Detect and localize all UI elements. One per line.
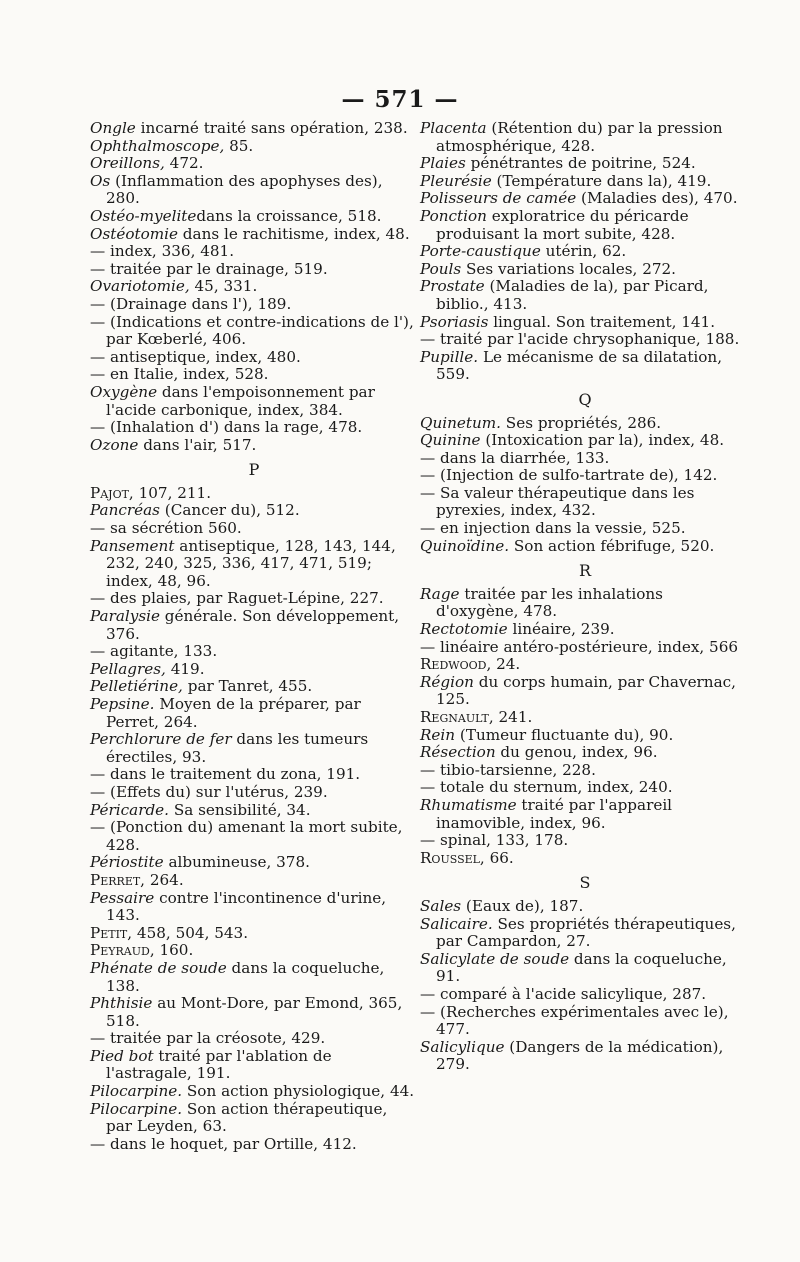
entry-text: — (Recherches expérimentales avec le), 477.: [420, 1002, 729, 1039]
index-entry: [90, 608, 418, 643]
entry-text: — antiseptique, index, 480.: [90, 347, 301, 366]
index-entry: [90, 784, 418, 802]
entry-term: Psoriasis: [420, 312, 489, 331]
index-entry: [90, 437, 418, 455]
entry-text: (Maladies de la), par Picard, biblio., 413.: [436, 277, 709, 313]
entry-text: — tibio-tarsienne, 228.: [420, 760, 596, 779]
section-letter: S: [579, 873, 591, 893]
entry-text: exploratrice du péricarde produisant la mort subite, 428.: [436, 206, 689, 243]
entry-text: pénétrantes de poitrine, 524.: [465, 154, 696, 173]
index-entry: [90, 208, 418, 226]
index-entry: [420, 331, 750, 349]
entry-term: Os: [90, 171, 111, 190]
index-entry: [420, 485, 750, 520]
index-entry: [420, 797, 750, 832]
index-entry: [420, 120, 750, 155]
entry-text: — traitée par la créosote, 429.: [90, 1029, 326, 1048]
entry-text: — en Italie, index, 528.: [90, 365, 269, 384]
index-entry: [420, 450, 750, 468]
entry-term: Pleurésie: [420, 171, 492, 190]
entry-text: — dans le traitement du zona, 191.: [90, 765, 361, 784]
entry-text: — agitante, 133.: [90, 642, 218, 661]
entry-term: Ophthalmoscope,: [90, 136, 225, 155]
entry-text: — traitée par le drainage, 519.: [90, 259, 328, 278]
index-entry: [90, 696, 418, 731]
entry-text: — traité par l'acide chrysophanique, 188.: [420, 330, 740, 349]
section-letter: P: [248, 460, 260, 480]
entry-text: — (Indications et contre-indications de l'), par Kœberlé, 406.: [90, 312, 414, 349]
index-entry: [420, 832, 750, 850]
index-entry: [420, 314, 750, 332]
entry-text: 264.: [145, 870, 184, 889]
entry-text: incarné traité sans opération, 238.: [135, 119, 408, 137]
index-entry: [420, 586, 750, 621]
entry-text: — (Ponction du) amenant la mort subite, 428.: [90, 818, 403, 854]
entry-term: Oxygène: [90, 382, 158, 401]
index-entry: [90, 1101, 418, 1136]
index-entry: [90, 314, 418, 349]
index-entry: [90, 643, 418, 661]
index-entry: [90, 960, 418, 995]
entry-text: 107, 211.: [133, 483, 212, 502]
entry-text: — index, 336, 481.: [90, 242, 235, 261]
index-entry: [90, 802, 418, 820]
entry-term: Salicylique: [420, 1037, 505, 1056]
index-entry: [90, 731, 418, 766]
entry-term: Quinoïdine.: [420, 536, 510, 555]
entry-text: traitée par les inhalations d'oxygène, 478.: [436, 584, 663, 621]
index-entry: [420, 278, 750, 313]
entry-text: lingual. Son traitement, 141.: [488, 312, 716, 331]
entry-text: traité par l'ablation de l'astragale, 191.: [106, 1046, 332, 1083]
entry-term: Plaies: [420, 154, 466, 173]
index-entry: [420, 467, 750, 485]
entry-text: — dans la diarrhée, 133.: [420, 448, 610, 467]
entry-text: (Dangers de la médication), 279.: [436, 1037, 724, 1074]
index-entry: [420, 432, 750, 450]
index-entry: [90, 155, 418, 173]
index-column-right: [420, 120, 750, 1074]
index-entry: [90, 173, 418, 208]
entry-text: — dans le hoquet, par Ortille, 412.: [90, 1134, 357, 1153]
entry-text: du corps humain, par Chavernac, 125.: [436, 672, 736, 709]
entry-term: Ponction: [420, 206, 487, 225]
entry-term: Paralysie: [90, 607, 160, 626]
entry-term: Ostéotomie: [90, 224, 178, 243]
entry-text: — Sa valeur thérapeutique dans les pyrexies, index, 432.: [420, 483, 695, 520]
index-entry: [90, 419, 418, 437]
index-entry: [420, 155, 750, 173]
index-entry: [90, 296, 418, 314]
entry-text: dans le rachitisme, index, 48.: [177, 224, 410, 243]
entry-author: Regnault,: [420, 708, 494, 726]
entry-term: Pupille.: [420, 347, 479, 366]
entry-term: Résection: [420, 743, 496, 762]
entry-text: — comparé à l'acide salicylique, 287.: [420, 984, 707, 1003]
index-entry: [420, 190, 750, 208]
entry-term: Périostite: [90, 853, 164, 872]
index-entry: [90, 854, 418, 872]
index-entry: [420, 520, 750, 538]
entry-text: (Cancer du), 512.: [159, 501, 300, 520]
entry-text: — (Effets du) sur l'utérus, 239.: [90, 782, 328, 801]
entry-text: linéaire, 239.: [507, 620, 615, 639]
index-entry: [420, 349, 750, 384]
index-entry: [90, 384, 418, 419]
entry-text: 241.: [493, 708, 533, 726]
entry-term: Perchlorure de fer: [90, 730, 232, 749]
entry-author: Redwood,: [420, 655, 492, 674]
index-entry: [420, 208, 750, 243]
entry-text: Son action thérapeutique, par Leyden, 63.: [106, 1099, 388, 1136]
entry-text: — (Drainage dans l'), 189.: [90, 294, 292, 313]
section-letter: R: [578, 561, 592, 581]
entry-text: Moyen de la préparer, par Perret, 264.: [106, 695, 361, 731]
entry-text: Sa sensibilité, 34.: [169, 800, 311, 819]
entry-term: Péricarde.: [90, 800, 169, 819]
entry-text: (Température dans la), 419.: [491, 171, 712, 190]
entry-term: Région: [420, 672, 474, 691]
entry-term: Pessaire: [90, 888, 155, 907]
index-entry: [420, 986, 750, 1004]
entry-term: Oreillons,: [90, 154, 165, 173]
index-entry: [420, 173, 750, 191]
entry-term: Pied bot: [90, 1046, 154, 1065]
index-entry: [90, 661, 418, 679]
entry-term: Porte-caustique: [420, 242, 541, 261]
index-entry: [420, 243, 750, 261]
index-entry: [90, 1030, 418, 1048]
index-entry: [90, 226, 418, 244]
entry-text: — totale du sternum, index, 240.: [420, 778, 673, 797]
entry-text: — spinal, 133, 178.: [420, 831, 569, 850]
entry-text: (Tumeur fluctuante du), 90.: [455, 725, 674, 744]
index-entry: [90, 590, 418, 608]
index-entry: [90, 138, 418, 156]
entry-term: Polisseurs de camée: [420, 189, 577, 208]
index-entry: [90, 766, 418, 784]
entry-text: utérin, 62.: [540, 242, 627, 261]
index-entry: [90, 942, 418, 960]
entry-term: Ongle: [90, 119, 136, 137]
index-entry: [420, 916, 750, 951]
entry-text: dans l'air, 517.: [138, 435, 257, 454]
entry-term: Pancréas: [90, 501, 160, 520]
entry-term: Pellagres,: [90, 659, 166, 678]
entry-term: Rhumatisme: [420, 795, 517, 814]
entry-text: antiseptique, 128, 143, 144, 232, 240, 325, 336, 417, 471, 519; index, 48, 96.: [106, 536, 396, 590]
index-entry: [90, 1136, 418, 1154]
entry-term: Pepsine.: [90, 695, 155, 713]
entry-term: Quinine: [420, 431, 481, 450]
index-entry: [420, 898, 750, 916]
entry-text: au Mont-Dore, par Emond, 365, 518.: [106, 994, 403, 1030]
entry-term: Ovariotomie,: [90, 277, 190, 296]
entry-text: 85.: [224, 136, 254, 155]
entry-author: Pajot,: [90, 483, 134, 502]
entry-term: Phénate de soude: [90, 958, 227, 977]
entry-term: Pansement: [90, 536, 175, 555]
entry-text: 419.: [165, 659, 205, 678]
entry-text: générale. Son développement, 376.: [106, 607, 400, 643]
index-entry: [90, 1048, 418, 1083]
entry-author: Peyraud,: [90, 941, 155, 960]
index-entry: [90, 278, 418, 296]
index-entry: [420, 727, 750, 745]
index-column-left: [90, 120, 418, 1153]
index-entry: [420, 261, 750, 279]
index-entry: [420, 744, 750, 762]
index-entry: [90, 502, 418, 520]
index-entry: [420, 779, 750, 797]
entry-text: — en injection dans la vessie, 525.: [420, 519, 686, 538]
index-entry: [90, 485, 418, 503]
section-letter: Q: [578, 389, 592, 409]
index-entry: [90, 872, 418, 890]
entry-text: dans la coqueluche, 138.: [106, 958, 385, 995]
entry-term: Pilocarpine.: [90, 1099, 183, 1118]
index-entry: [90, 1083, 418, 1101]
entry-term: Ostéo-myelite: [90, 206, 197, 225]
entry-text: Ses propriétés, 286.: [500, 413, 662, 432]
entry-text: (Rétention du) par la pression atmosphérique, 428.: [436, 119, 723, 155]
index-entry: [90, 366, 418, 384]
index-entry: [90, 349, 418, 367]
entry-text: (Maladies des), 470.: [576, 189, 738, 208]
index-entry: [90, 819, 418, 854]
index-entry: [420, 538, 750, 556]
entry-text: — des plaies, par Raguet-Lépine, 227.: [90, 589, 384, 608]
entry-text: contre l'incontinence d'urine, 143.: [106, 888, 387, 925]
entry-term: Rein: [420, 725, 456, 744]
index-entry: [90, 995, 418, 1030]
entry-text: du genou, index, 96.: [495, 743, 658, 762]
index-entry: [420, 951, 750, 986]
index-entry: [90, 120, 418, 138]
entry-author: Roussel,: [420, 848, 485, 867]
index-entry: [420, 709, 750, 727]
entry-text: Le mécanisme de sa dilatation, 559.: [436, 347, 723, 384]
index-entry: [420, 762, 750, 780]
index-entry: [90, 925, 418, 943]
entry-text: 45, 331.: [189, 277, 258, 296]
index-entry: [90, 678, 418, 696]
entry-term: Placenta: [420, 119, 487, 137]
entry-text: Son action fébrifuge, 520.: [509, 536, 715, 555]
entry-text: — sa sécrétion 560.: [90, 519, 242, 538]
entry-text: albumineuse, 378.: [163, 853, 310, 872]
entry-term: Rectotomie: [420, 620, 508, 639]
index-entry: [420, 656, 750, 674]
index-entry: [90, 890, 418, 925]
entry-term: Rage: [420, 584, 460, 603]
entry-text: dans l'empoisonnement par l'acide carbonique, index, 384.: [106, 382, 375, 419]
entry-text: dans la coqueluche, 91.: [436, 949, 727, 986]
entry-text: Ses propriétés thérapeutiques, par Campardon, 27.: [436, 914, 736, 951]
index-entry: [420, 850, 750, 868]
entry-author: Perret,: [90, 870, 146, 889]
entry-text: — (Inhalation d') dans la rage, 478.: [90, 418, 363, 437]
entry-text: 472.: [164, 154, 204, 173]
entry-text: par Tanret, 455.: [182, 677, 313, 696]
entry-term: Quinetum.: [420, 413, 501, 432]
entry-text: Son action physiologique, 44.: [182, 1082, 415, 1101]
entry-term: Pouls: [420, 259, 462, 278]
page-number: — 571 —: [341, 86, 459, 113]
entry-term: Salicylate de soude: [420, 949, 570, 968]
entry-text: (Intoxication par la), index, 48.: [480, 431, 725, 450]
index-entry: [420, 639, 750, 657]
index-entry: [90, 520, 418, 538]
entry-text: 160.: [154, 941, 194, 960]
entry-text: — linéaire antéro-postérieure, index, 566: [420, 637, 739, 656]
entry-text: 458, 504, 543.: [132, 923, 249, 942]
entry-author: Petit,: [90, 923, 133, 942]
index-entry: [90, 261, 418, 279]
index-entry: [420, 621, 750, 639]
entry-text: (Inflammation des apophyses des), 280.: [106, 171, 383, 208]
entry-text: traité par l'appareil inamovible, index, 96.: [436, 795, 673, 832]
index-entry: [420, 415, 750, 433]
index-entry: [420, 1039, 750, 1074]
index-entry: [90, 538, 418, 591]
entry-term: Phthisie: [90, 994, 153, 1013]
entry-text: (Eaux de), 187.: [461, 896, 584, 915]
entry-term: Ozone: [90, 435, 139, 454]
entry-term: Sales: [420, 896, 462, 915]
entry-text: 24.: [491, 655, 521, 674]
index-entry: [90, 243, 418, 261]
entry-term: Pelletiérine,: [90, 677, 183, 696]
entry-term: Salicaire.: [420, 914, 493, 933]
entry-term: Pilocarpine.: [90, 1082, 183, 1101]
entry-term: Prostate: [420, 277, 485, 296]
index-entry: [420, 674, 750, 709]
entry-text: — (Injection de sulfo-tartrate de), 142.: [420, 466, 718, 485]
entry-text: dans la croissance, 518.: [196, 206, 382, 225]
entry-text: 66.: [484, 848, 514, 867]
entry-text: dans les tumeurs érectiles, 93.: [106, 730, 369, 766]
entry-text: Ses variations locales, 272.: [461, 259, 677, 278]
index-entry: [420, 1004, 750, 1039]
